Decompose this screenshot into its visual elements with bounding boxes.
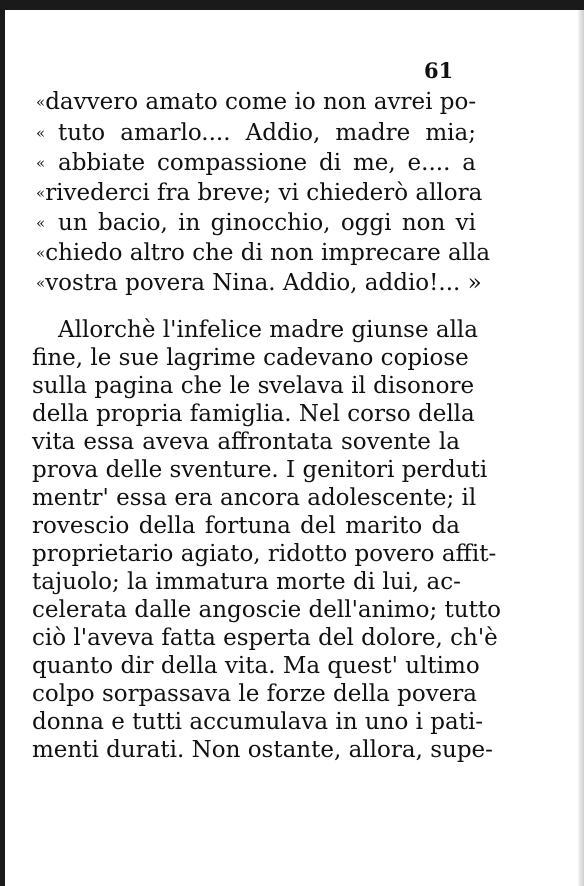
quote-line-text: davvero amato come io non avrei po-: [45, 89, 477, 115]
paragraph-line: colpo sorpassava le forze della povera: [32, 681, 478, 707]
quote-line-text: chiedo altro che di non imprecare alla: [45, 240, 491, 266]
paragraph-line: prova delle sventure. I genitori perduti: [32, 457, 488, 483]
guillemet-mark: «: [36, 244, 46, 262]
paragraph-line: della propria famiglia. Nel corso della: [32, 401, 475, 427]
page-right-edge: [578, 10, 584, 886]
guillemet-mark: «: [36, 93, 46, 111]
guillemet-mark: «: [36, 214, 46, 232]
quote-line: [36, 117, 476, 149]
page-top-border: [0, 0, 584, 10]
quote-line: [36, 237, 491, 269]
paragraph-line: mentr' essa era ancora adolescente; il: [32, 485, 477, 511]
paragraph-line: fine, le sue lagrime cadevano copiose: [32, 345, 469, 371]
quote-line-text: un bacio, in ginocchio, oggi non vi: [58, 210, 476, 236]
page-left-border: [0, 0, 5, 886]
paragraph-line: ciò l'aveva fatta esperta del dolore, ch'è: [32, 625, 498, 651]
quote-line-text: abbiate compassione di me, e.... a: [58, 150, 476, 176]
paragraph-line: proprietario agiato, ridotto povero affit-: [32, 541, 497, 567]
guillemet-mark: «: [36, 154, 46, 172]
paragraph-line: sulla pagina che le svelava il disonore: [32, 373, 475, 399]
guillemet-mark: «: [36, 124, 46, 142]
quote-line: [36, 147, 476, 179]
paragraph-line: vita essa aveva affrontata sovente la: [32, 429, 460, 455]
paragraph-line: rovescio della fortuna del marito da: [32, 513, 460, 539]
paragraph-line: donna e tutti accumulava in uno i pati-: [32, 709, 484, 735]
quote-line: [36, 86, 476, 118]
paragraph-line: menti durati. Non ostante, allora, supe-: [32, 737, 493, 763]
quote-line: [36, 177, 483, 209]
quote-line: [36, 267, 482, 299]
page-number: 61: [424, 58, 454, 83]
guillemet-mark: «: [36, 184, 46, 202]
paragraph-line: celerata dalle angoscie dell'animo; tutto: [32, 597, 501, 623]
quote-line-text: vostra povera Nina. Addio, addio!... »: [45, 270, 482, 296]
paragraph-line: tajuolo; la immatura morte di lui, ac-: [32, 569, 461, 595]
quote-line-text: tuto amarlo.... Addio, madre mia;: [58, 120, 476, 146]
guillemet-mark: «: [36, 274, 46, 292]
quote-line: [36, 207, 476, 239]
paragraph-line: quanto dir della vita. Ma quest' ultimo: [32, 653, 480, 679]
quote-line-text: rivederci fra breve; vi chiederò allora: [45, 180, 483, 206]
paragraph-line: Allorchè l'infelice madre giunse alla: [58, 317, 478, 343]
